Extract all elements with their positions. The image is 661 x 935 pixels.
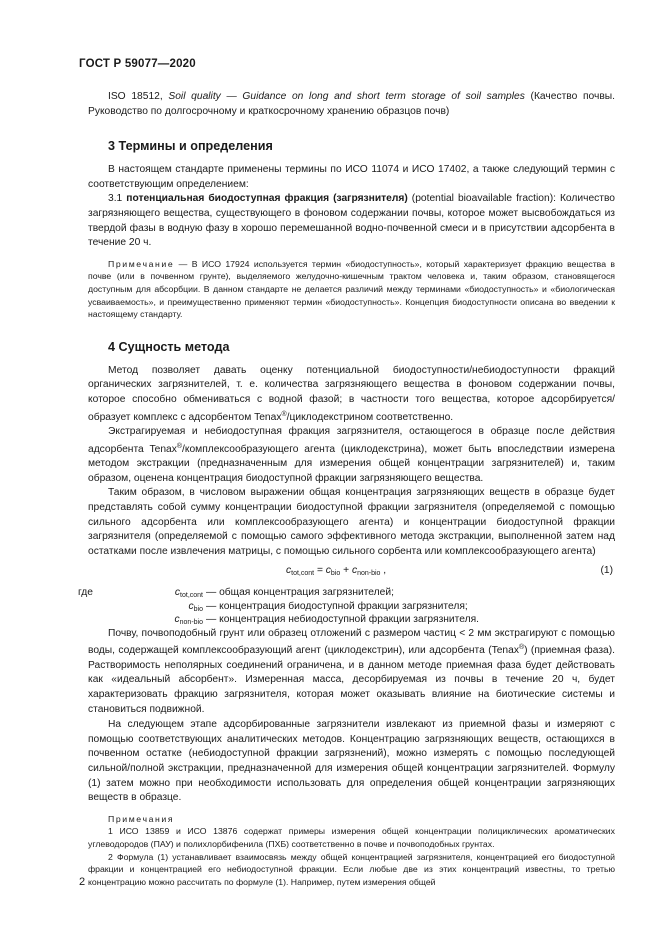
registered-mark: ® xyxy=(176,442,183,450)
formula-1 xyxy=(88,562,615,584)
note-text: — В ИСО 17924 используется термин «биодоступность», который характеризует фракцию вещества в почве (или в почвенном грунте), выделяемого желудочно-кишечным трактом человека и, таким образом, становящегося доступным для абсорбции. В данном стандарте не делается различий между терминами «биодоступность» и «биологическая усваиваемость», и преимущественно применяют термин «биодоступность». Концепция биодоступности описана во введении к настоящему стандарту. xyxy=(88,258,616,320)
document-header: ГОСТ Р 59077—2020 xyxy=(79,58,196,70)
note-2: 2 Формула (1) устанавливает взаимосвязь между общей концентрацией загрязнителя, концентрацией его биодоступной фракции и концентрацией его небиодоступной фракции. Если любые две из этих концентраций известны, то третью концентрацию можно рассчитать по формуле (1). Например, путем измерения общей xyxy=(88,851,615,887)
note-label: Примечание xyxy=(108,258,175,269)
legend-prefix: где xyxy=(78,587,93,599)
section-3-title: 3 Термины и определения xyxy=(108,139,273,154)
term-name: потенциальная биодоступная фракция (загрязнителя) xyxy=(126,193,408,205)
section-4-paragraph-2 xyxy=(88,425,615,486)
legend-description: — концентрация биодоступной фракции загрязнителя; xyxy=(206,600,468,612)
term-number: 3.1 xyxy=(108,193,123,205)
term-definition xyxy=(88,192,615,250)
legend-row-nonbio xyxy=(88,613,615,626)
note-1: 1 ИСО 13859 и ИСО 13876 содержат примеры измерения общей концентрации полициклических ароматических углеводородов (ПАУ) и полихлорбифенила (ПХБ) соответственно в почве и почвоподобных грунтах. xyxy=(88,826,615,849)
notes-label: Примечания xyxy=(108,813,175,824)
section-4-paragraph-5: На следующем этапе адсорбированные загрязнители извлекают из приемной фазы и измеряют с помощью соответствующих аналитических методов. Концентрацию загрязняющих веществ, остающихся в почвенном остатке (небиодоступной фракции загрязнений), можно измерять с помощью последующей сильной/полной экстракции, предназначенной для измерения общей концентрации загрязнителей. Формулу (1) затем можно при необходимости использовать для определения общей концентрации загрязняющих веществ в образце. xyxy=(88,719,615,804)
p4-text: Почву, почвоподобный грунт или образец отложений с размером частиц < 2 мм экстрагируют с помощью воды, содержащей комплексообразующий агент (циклодекстрин), или адсорбента (Tenax xyxy=(88,627,615,657)
legend-symbol: $c_{non-bio}$ xyxy=(174,614,203,627)
normative-reference xyxy=(88,90,615,119)
registered-mark: ® xyxy=(518,644,525,652)
section-4-title: 4 Сущность метода xyxy=(108,339,230,354)
p4-text-end: ) (приемная фаза). Растворимость неполярных соединений ограничена, и в данном методе приемная фаза будет действовать как «идеальный абсорбент». Измеренная масса, десорбируемая из почвы в течение 20 ч, будет характеризовать фракцию загрязнителя, которая может оказывать влияние на биотические системы и становиться подвижной. xyxy=(88,645,615,715)
section-4-paragraph-3: Таким образом, в числовом выражении общая концентрация загрязняющих веществ в образце будет представлять собой сумму концентрации биодоступной фракции загрязнителя (определяемой с помощью сильного адсорбента или комплексообразующего агента) и концентрации биодоступной фракции загрязнителя (определяемой с помощью самого эффективного метода экстракции, выполненной затем над остатками после извлечения матрицы, с помощью сильного сорбента или комплексообразующего агента) xyxy=(88,487,615,557)
p1-text: Метод позволяет давать оценку потенциальной биодоступности/небиодоступности фракций органических загрязнителей, т. е. количества загрязняющего вещества в фоновом содержании почвы, которое способно обмениваться с водной фазой; в частности того вещества, которое адсорбируется/образует комплекс с адсорбентом Tenax xyxy=(88,364,615,423)
legend-description: — концентрация небиодоступной фракции загрязнителя. xyxy=(206,614,479,626)
section-3-intro: В настоящем стандарте применены термины по ИСО 11074 и ИСО 17402, а также следующий термин с соответствующим определением: xyxy=(88,164,615,190)
page-content xyxy=(78,90,616,888)
term-text: (potential bioavailable fraction): Количество загрязняющего вещества, существующего в фоновом содержании почвы, которое может высвобождаться из твердой фазы в водную фазу в хорошо перемешанной водно-почвенной смеси и в присутствии адсорбента в течение 20 ч. xyxy=(88,193,615,249)
p2-text-end: /комплексообразующего агента (циклодекстрина), может быть впоследствии измерена методом экстракции (предназначенным для измерения общей концентрации загрязнителей) и, таким образом, оценена концентрация биодоступной фракции загрязняющего вещества. xyxy=(88,443,615,484)
ref-title: Soil quality — Guidance on long and short term storage of soil samples xyxy=(168,91,525,102)
page-number: 2 xyxy=(79,876,86,888)
formula-expression: $c_{tot,cont} = c_{bio} + c_{non-bio}$ , xyxy=(286,565,387,578)
registered-mark: ® xyxy=(281,410,287,418)
p1-text-end: /циклодекстрином соответственно. xyxy=(286,411,454,423)
legend-row-bio xyxy=(88,600,615,613)
formula-number: (1) xyxy=(600,565,613,577)
section-4-paragraph-1 xyxy=(88,364,615,425)
formula-legend xyxy=(78,586,615,627)
section-4-paragraph-4 xyxy=(88,627,615,718)
legend-row-total xyxy=(78,586,615,600)
legend-symbol: $c_{tot,cont}$ xyxy=(174,587,203,600)
section-3-note xyxy=(88,258,615,321)
legend-description: — общая концентрация загрязнителей; xyxy=(206,587,394,599)
ref-translation: (Качество почвы. Руководство по долгосрочному и краткосрочному хранению образцов почв) xyxy=(88,91,616,117)
p2-text: Экстрагируемая и небиодоступная фракция загрязнителя, остающегося в образце после действия адсорбента Tenax xyxy=(88,426,615,455)
ref-code: ISO 18512, xyxy=(108,91,163,102)
legend-symbol: $c_{bio}$ xyxy=(188,600,203,613)
